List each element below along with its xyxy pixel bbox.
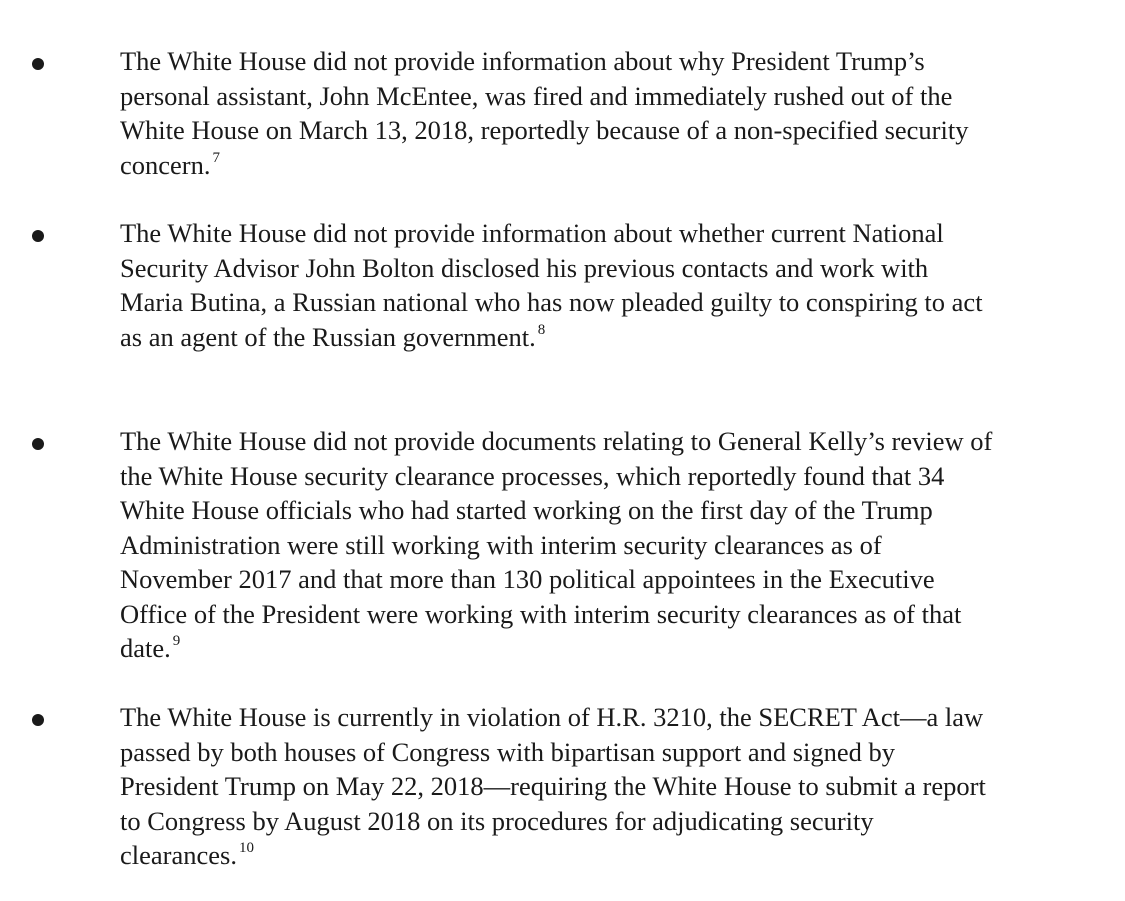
text-line: Security Advisor John Bolton disclosed his previous contacts and work with [120, 252, 929, 283]
text-line: to Congress by August 2018 on its procedures for adjudicating security [120, 805, 874, 836]
text-line: The White House is currently in violation of H.R. 3210, the SECRET Act—a law [120, 702, 984, 732]
text-line: the White House security clearance processes, which reportedly found that 34 [120, 460, 945, 491]
footnote-ref: 9 [172, 633, 181, 649]
text-line-content: as an agent of the Russian government. [120, 321, 536, 352]
bullet-text [120, 424, 1105, 671]
text-line [120, 148, 1105, 188]
footnote-ref: 7 [212, 149, 220, 166]
text-line: Administration were still working with interim security clearances as of [120, 529, 882, 560]
footnote-ref: 8 [537, 321, 546, 338]
text-line: President Trump on May 22, 2018—requiring the White House to submit a report [120, 771, 986, 801]
text-line: White House officials who had started working on the first day of the Trump [120, 495, 933, 525]
bullet-dot-icon [32, 438, 44, 450]
text-line: passed by both houses of Congress with bipartisan support and signed by [120, 736, 896, 767]
text-line-content: clearances. [120, 840, 237, 870]
bullet-dot-icon [32, 58, 44, 70]
text-line: personal assistant, John McEntee, was fired and immediately rushed out of the [120, 80, 953, 111]
text-line: Maria Butina, a Russian national who has now pleaded guilty to conspiring to act [120, 287, 983, 317]
text-line [120, 631, 1105, 671]
bullet-dot-icon [32, 230, 44, 242]
footnote-ref: 10 [238, 840, 254, 856]
bullet-text [120, 700, 1105, 878]
bullet-text [120, 44, 1105, 187]
text-line: Office of the President were working with interim security clearances as of that [120, 598, 962, 629]
text-line: White House on March 13, 2018, reportedly because of a non-specified security [120, 115, 969, 145]
text-line-content: concern. [120, 149, 211, 180]
text-line-content: date. [120, 633, 171, 663]
bullet-dot-icon [32, 714, 44, 726]
text-line [120, 838, 1105, 878]
text-line: November 2017 and that more than 130 political appointees in the Executive [120, 564, 935, 594]
text-line: The White House did not provide information about whether current National [120, 218, 944, 248]
bullet-text [120, 216, 1105, 359]
text-line [120, 320, 1105, 360]
text-line: The White House did not provide documents relating to General Kelly’s review of [120, 426, 993, 456]
text-line: The White House did not provide information about why President Trump’s [120, 46, 925, 76]
